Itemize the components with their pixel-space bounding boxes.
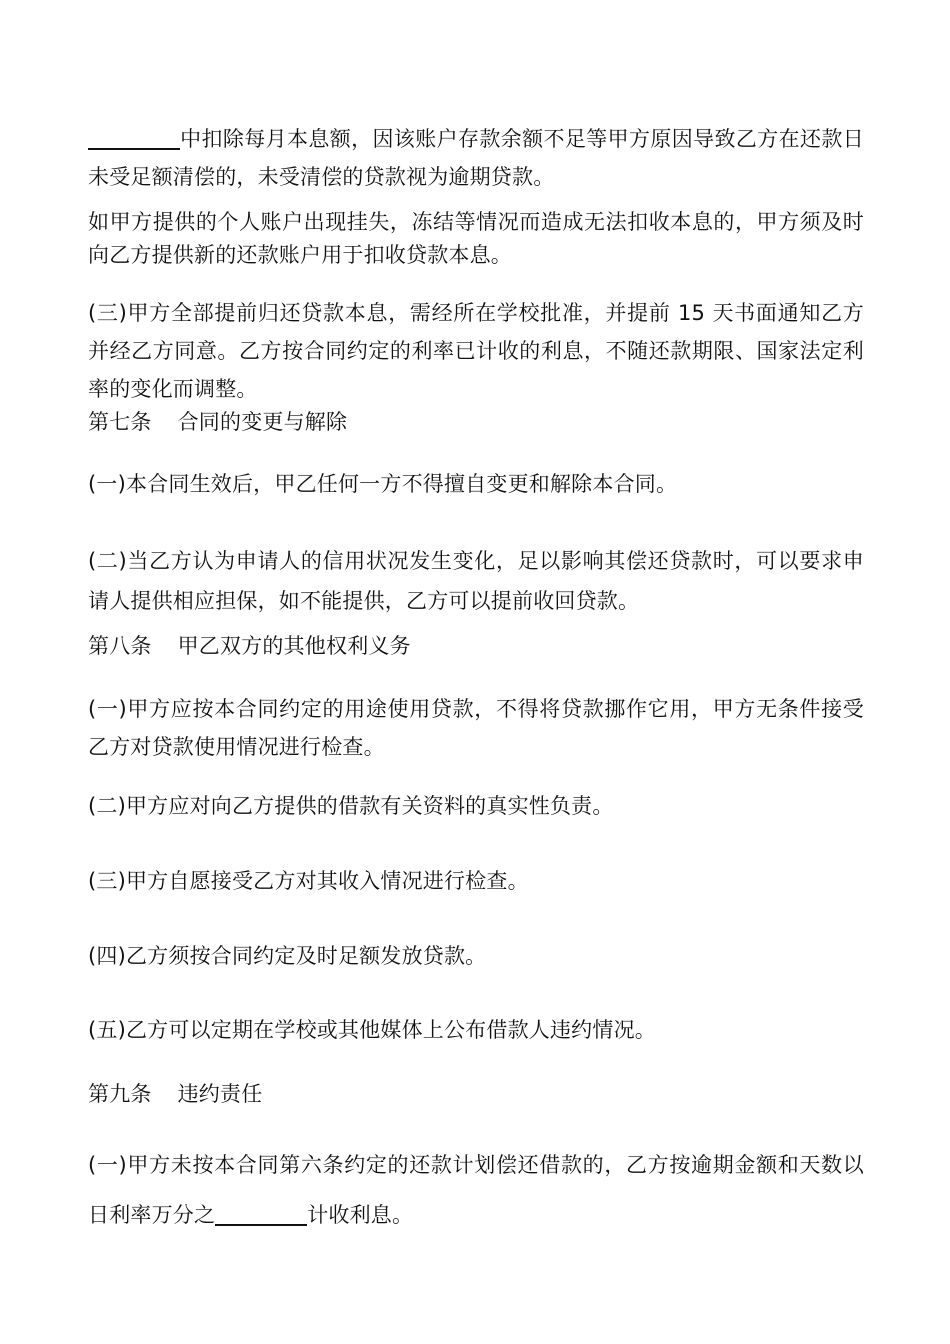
article-8-heading	[88, 630, 864, 663]
article-number: 第七条	[88, 410, 152, 434]
article-title: 合同的变更与解除	[177, 410, 348, 434]
paragraph-8-2: (二)甲方应对向乙方提供的借款有关资料的真实性负责。	[88, 794, 614, 818]
article-number: 第九条	[88, 1082, 152, 1106]
paragraph-7-1: (一)本合同生效后，甲乙任何一方不得擅自变更和解除本合同。	[88, 472, 678, 496]
paragraph-9-1	[88, 1140, 864, 1240]
paragraph-8-3: (三)甲方自愿接受乙方对其收入情况进行检查。	[88, 869, 529, 893]
paragraph-text: 中扣除每月本息额，因该账户存款余额不足等甲方原因导致乙方在还款日未受足额清偿的，未受清偿的贷款视为逾期贷款。	[88, 127, 864, 189]
paragraph-deduction	[88, 120, 864, 196]
article-title: 甲乙双方的其他权利义务	[177, 634, 411, 658]
article-number: 第八条	[88, 634, 152, 658]
fill-in-blank	[88, 126, 180, 150]
paragraph-8-1: (一)甲方应按本合同约定的用途使用贷款，不得将贷款挪作它用，甲方无条件接受乙方对贷款使用情况进行检查。	[88, 697, 864, 759]
paragraph-7-2: (二)当乙方认为申请人的信用状况发生变化，足以影响其偿还贷款时，可以要求申请人提供相应担保，如不能提供，乙方可以提前收回贷款。	[88, 549, 864, 613]
article-title: 违约责任	[177, 1082, 263, 1106]
paragraph-text: (一)甲方未按本合同第六条约定的还款计划偿还借款的，乙方按逾期金额和天数以日利率万分之	[88, 1153, 864, 1227]
paragraph-text: 计收利息。	[307, 1203, 414, 1227]
article-9-heading	[88, 1078, 864, 1111]
article-7-heading	[88, 406, 864, 439]
paragraph-early-repayment: (三)甲方全部提前归还贷款本息，需经所在学校批准，并提前 15 天书面通知乙方并经乙方同意。乙方按合同约定的利率已计收的利息，不随还款期限、国家法定利率的变化而调整。	[88, 301, 864, 401]
paragraph-8-5: (五)乙方可以定期在学校或其他媒体上公布借款人违约情况。	[88, 1018, 656, 1042]
paragraph-account-loss: 如甲方提供的个人账户出现挂失，冻结等情况而造成无法扣收本息的，甲方须及时向乙方提供新的还款账户用于扣收贷款本息。	[88, 210, 864, 267]
fill-in-blank	[215, 1202, 307, 1226]
paragraph-8-4: (四)乙方须按合同约定及时足额发放贷款。	[88, 944, 487, 968]
